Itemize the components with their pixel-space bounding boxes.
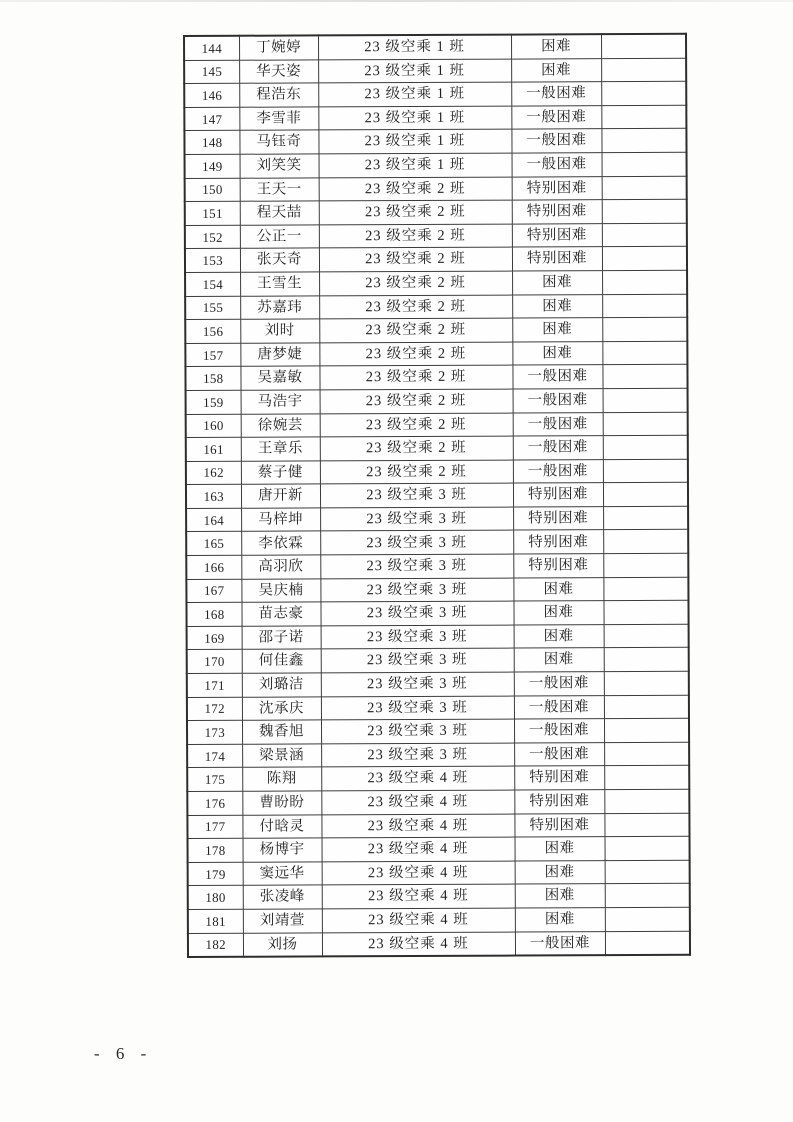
table-row: [186, 530, 688, 556]
cell-class-name: 23 级空乘 1 班: [318, 35, 511, 60]
cell-student-name: 张凌峰: [243, 885, 322, 909]
cell-row-number: 180: [188, 886, 243, 910]
cell-student-name: 曹盼盼: [242, 791, 321, 815]
cell-remarks: [602, 341, 687, 365]
cell-difficulty-level: 困难: [512, 341, 602, 365]
cell-class-name: 23 级空乘 1 班: [318, 59, 511, 83]
table-row: [187, 624, 689, 650]
cell-student-name: 李依霖: [241, 531, 320, 555]
cell-student-name: 高羽欣: [241, 555, 320, 579]
table-row: [187, 695, 689, 721]
cell-remarks: [605, 931, 690, 955]
cell-remarks: [603, 388, 688, 412]
cell-row-number: 178: [188, 838, 243, 862]
cell-row-number: 144: [184, 36, 239, 60]
cell-difficulty-level: 特别困难: [512, 247, 602, 271]
cell-class-name: 23 级空乘 4 班: [321, 766, 514, 790]
cell-class-name: 23 级空乘 4 班: [322, 908, 515, 932]
cell-difficulty-level: 困难: [515, 860, 605, 884]
cell-difficulty-level: 特别困难: [514, 766, 604, 790]
cell-row-number: 148: [184, 131, 239, 155]
cell-row-number: 163: [186, 485, 241, 509]
cell-difficulty-level: 一般困难: [514, 672, 604, 696]
cell-class-name: 23 级空乘 2 班: [319, 224, 512, 248]
cell-difficulty-level: 困难: [515, 837, 605, 861]
cell-row-number: 181: [188, 909, 243, 933]
cell-class-name: 23 级空乘 2 班: [320, 389, 513, 413]
cell-difficulty-level: 一般困难: [513, 459, 603, 483]
cell-remarks: [604, 789, 689, 813]
cell-difficulty-level: 一般困难: [513, 389, 603, 413]
table-row: [188, 931, 690, 957]
cell-student-name: 马浩宇: [241, 390, 320, 414]
cell-difficulty-level: 一般困难: [514, 742, 604, 766]
cell-difficulty-level: 特别困难: [512, 176, 602, 200]
cell-student-name: 张天奇: [240, 248, 319, 272]
cell-student-name: 刘时: [240, 319, 319, 343]
cell-remarks: [605, 884, 690, 908]
cell-student-name: 杨博宇: [243, 838, 322, 862]
cell-remarks: [602, 294, 687, 318]
cell-difficulty-level: 特别困难: [512, 200, 602, 224]
cell-remarks: [602, 270, 687, 294]
cell-remarks: [605, 860, 690, 884]
cell-row-number: 151: [185, 201, 240, 225]
cell-class-name: 23 级空乘 3 班: [321, 625, 514, 649]
cell-remarks: [603, 412, 688, 436]
cell-class-name: 23 级空乘 3 班: [321, 672, 514, 696]
cell-class-name: 23 级空乘 1 班: [319, 153, 512, 177]
cell-difficulty-level: 一般困难: [511, 105, 601, 129]
cell-row-number: 147: [184, 107, 239, 131]
cell-row-number: 171: [187, 673, 242, 697]
cell-difficulty-level: 一般困难: [512, 153, 602, 177]
cell-difficulty-level: 困难: [512, 271, 602, 295]
table-row: [188, 860, 690, 886]
cell-class-name: 23 级空乘 4 班: [322, 884, 515, 908]
cell-row-number: 161: [186, 437, 241, 461]
cell-student-name: 程天喆: [240, 201, 319, 225]
cell-remarks: [601, 34, 686, 58]
cell-remarks: [603, 506, 688, 530]
cell-remarks: [601, 129, 686, 153]
cell-class-name: 23 级空乘 3 班: [320, 531, 513, 555]
table-row: [188, 836, 690, 862]
cell-row-number: 155: [185, 296, 240, 320]
cell-row-number: 164: [186, 508, 241, 532]
cell-student-name: 徐婉芸: [241, 413, 320, 437]
table-row: [186, 412, 688, 438]
cell-class-name: 23 级空乘 2 班: [320, 413, 513, 437]
cell-class-name: 23 级空乘 3 班: [321, 719, 514, 743]
table-row: [185, 152, 687, 178]
table-row: [187, 648, 689, 674]
cell-student-name: 吴庆楠: [241, 579, 320, 603]
table-row: [184, 81, 686, 107]
cell-class-name: 23 级空乘 2 班: [319, 342, 512, 366]
cell-class-name: 23 级空乘 2 班: [319, 365, 512, 389]
table-row: [184, 58, 686, 84]
cell-row-number: 168: [186, 603, 241, 627]
table-row: [188, 907, 690, 933]
cell-class-name: 23 级空乘 4 班: [321, 814, 514, 838]
cell-row-number: 167: [186, 579, 241, 603]
scan-page-edge: [0, 0, 793, 2]
cell-row-number: 162: [186, 461, 241, 485]
cell-remarks: [602, 247, 687, 271]
cell-difficulty-level: 特别困难: [513, 554, 603, 578]
cell-remarks: [601, 81, 686, 105]
cell-difficulty-level: 一般困难: [514, 719, 604, 743]
cell-class-name: 23 级空乘 3 班: [320, 601, 513, 625]
cell-remarks: [604, 648, 689, 672]
cell-difficulty-level: 困难: [513, 577, 603, 601]
cell-remarks: [603, 435, 688, 459]
cell-remarks: [604, 742, 689, 766]
cell-student-name: 马梓坤: [241, 508, 320, 532]
table-row: [185, 247, 687, 273]
cell-row-number: 173: [187, 720, 242, 744]
table-row: [184, 105, 686, 131]
cell-row-number: 157: [185, 343, 240, 367]
cell-class-name: 23 级空乘 2 班: [319, 295, 512, 319]
cell-remarks: [602, 176, 687, 200]
cell-remarks: [602, 199, 687, 223]
cell-student-name: 马钰奇: [239, 130, 318, 154]
cell-difficulty-level: 困难: [513, 601, 603, 625]
cell-row-number: 150: [185, 178, 240, 202]
cell-class-name: 23 级空乘 3 班: [321, 696, 514, 720]
table-row: [186, 388, 688, 414]
cell-class-name: 23 级空乘 4 班: [322, 861, 515, 885]
cell-remarks: [604, 671, 689, 695]
cell-remarks: [604, 766, 689, 790]
table-row: [186, 553, 688, 579]
table-row: [188, 884, 690, 910]
cell-difficulty-level: 一般困难: [513, 436, 603, 460]
cell-remarks: [603, 483, 688, 507]
cell-student-name: 吴嘉敏: [240, 366, 319, 390]
cell-row-number: 175: [187, 768, 242, 792]
roster-body: [184, 34, 690, 957]
table-row: [185, 270, 687, 296]
cell-student-name: 唐梦婕: [240, 343, 319, 367]
cell-student-name: 李雪菲: [239, 107, 318, 131]
cell-remarks: [602, 365, 687, 389]
cell-difficulty-level: 困难: [514, 625, 604, 649]
table-row: [187, 813, 689, 839]
cell-remarks: [603, 553, 688, 577]
cell-difficulty-level: 一般困难: [515, 931, 605, 955]
cell-student-name: 刘笑笑: [240, 154, 319, 178]
cell-remarks: [603, 530, 688, 554]
cell-row-number: 156: [185, 319, 240, 343]
cell-row-number: 154: [185, 272, 240, 296]
cell-row-number: 182: [188, 933, 243, 957]
cell-difficulty-level: 一般困难: [512, 365, 602, 389]
cell-row-number: 160: [186, 414, 241, 438]
cell-row-number: 145: [184, 60, 239, 84]
cell-remarks: [604, 695, 689, 719]
cell-difficulty-level: 困难: [515, 884, 605, 908]
cell-remarks: [603, 577, 688, 601]
table-row: [184, 34, 686, 60]
cell-student-name: 程浩东: [239, 83, 318, 107]
table-row: [187, 671, 689, 697]
table-row: [187, 719, 689, 745]
cell-remarks: [604, 624, 689, 648]
cell-remarks: [603, 459, 688, 483]
cell-difficulty-level: 困难: [512, 294, 602, 318]
student-roster-table: [183, 33, 691, 958]
cell-student-name: 窦远华: [243, 862, 322, 886]
table-row: [185, 365, 687, 391]
cell-class-name: 23 级空乘 3 班: [320, 483, 513, 507]
table-row: [186, 483, 688, 509]
cell-class-name: 23 级空乘 4 班: [321, 790, 514, 814]
cell-class-name: 23 级空乘 2 班: [319, 177, 512, 201]
cell-class-name: 23 级空乘 2 班: [319, 271, 512, 295]
cell-difficulty-level: 特别困难: [512, 223, 602, 247]
table-row: [187, 766, 689, 792]
cell-class-name: 23 级空乘 3 班: [320, 507, 513, 531]
cell-student-name: 邵子诺: [242, 626, 321, 650]
cell-class-name: 23 级空乘 1 班: [318, 106, 511, 130]
cell-student-name: 陈翔: [242, 767, 321, 791]
table-row: [186, 459, 688, 485]
table-row: [185, 317, 687, 343]
cell-row-number: 149: [185, 154, 240, 178]
cell-student-name: 王章乐: [241, 437, 320, 461]
cell-difficulty-level: 一般困难: [513, 412, 603, 436]
cell-class-name: 23 级空乘 2 班: [320, 436, 513, 460]
table-row: [185, 223, 687, 249]
cell-difficulty-level: 困难: [512, 318, 602, 342]
cell-difficulty-level: 困难: [511, 58, 601, 82]
student-roster-table-wrap: [183, 33, 691, 958]
cell-student-name: 刘靖萱: [243, 909, 322, 933]
cell-class-name: 23 级空乘 3 班: [320, 554, 513, 578]
cell-class-name: 23 级空乘 4 班: [322, 837, 515, 861]
cell-difficulty-level: 一般困难: [511, 82, 601, 106]
cell-row-number: 152: [185, 225, 240, 249]
cell-class-name: 23 级空乘 2 班: [319, 200, 512, 224]
cell-class-name: 23 级空乘 4 班: [322, 932, 515, 957]
cell-difficulty-level: 困难: [511, 34, 601, 58]
cell-class-name: 23 级空乘 3 班: [321, 743, 514, 767]
cell-difficulty-level: 特别困难: [513, 530, 603, 554]
table-row: [187, 742, 689, 768]
cell-student-name: 蔡子健: [241, 461, 320, 485]
cell-row-number: 176: [187, 791, 242, 815]
cell-difficulty-level: 特别困难: [514, 790, 604, 814]
cell-student-name: 王雪生: [240, 272, 319, 296]
cell-remarks: [604, 813, 689, 837]
table-row: [185, 176, 687, 202]
cell-difficulty-level: 特别困难: [514, 813, 604, 837]
cell-student-name: 丁婉婷: [239, 35, 318, 59]
cell-row-number: 165: [186, 532, 241, 556]
cell-student-name: 苏嘉玮: [240, 295, 319, 319]
cell-student-name: 刘扬: [243, 932, 322, 956]
cell-student-name: 唐开新: [241, 484, 320, 508]
cell-student-name: 公正一: [240, 225, 319, 249]
cell-class-name: 23 级空乘 2 班: [320, 460, 513, 484]
cell-student-name: 苗志豪: [241, 602, 320, 626]
cell-row-number: 172: [187, 697, 242, 721]
cell-difficulty-level: 一般困难: [514, 695, 604, 719]
cell-student-name: 刘璐洁: [242, 673, 321, 697]
cell-remarks: [605, 836, 690, 860]
table-row: [185, 199, 687, 225]
table-row: [186, 506, 688, 532]
cell-remarks: [602, 317, 687, 341]
cell-difficulty-level: 一般困难: [511, 129, 601, 153]
table-row: [186, 577, 688, 603]
cell-class-name: 23 级空乘 3 班: [321, 649, 514, 673]
cell-difficulty-level: 特别困难: [513, 483, 603, 507]
cell-row-number: 179: [188, 862, 243, 886]
cell-difficulty-level: 困难: [514, 648, 604, 672]
cell-row-number: 170: [187, 650, 242, 674]
cell-remarks: [603, 601, 688, 625]
cell-remarks: [601, 105, 686, 129]
cell-remarks: [602, 223, 687, 247]
cell-student-name: 沈承庆: [242, 697, 321, 721]
cell-row-number: 177: [187, 815, 242, 839]
cell-class-name: 23 级空乘 3 班: [320, 578, 513, 602]
table-row: [184, 129, 686, 155]
cell-row-number: 158: [185, 367, 240, 391]
table-row: [186, 435, 688, 461]
cell-remarks: [604, 719, 689, 743]
cell-remarks: [605, 907, 690, 931]
cell-student-name: 魏香旭: [242, 720, 321, 744]
cell-class-name: 23 级空乘 2 班: [319, 318, 512, 342]
table-row: [185, 341, 687, 367]
cell-student-name: 梁景涵: [242, 744, 321, 768]
cell-class-name: 23 级空乘 2 班: [319, 247, 512, 271]
cell-remarks: [602, 152, 687, 176]
cell-remarks: [601, 58, 686, 82]
cell-row-number: 153: [185, 249, 240, 273]
cell-class-name: 23 级空乘 1 班: [318, 82, 511, 106]
cell-row-number: 174: [187, 744, 242, 768]
cell-student-name: 何佳鑫: [242, 649, 321, 673]
cell-class-name: 23 级空乘 1 班: [318, 129, 511, 153]
cell-row-number: 146: [184, 83, 239, 107]
cell-row-number: 159: [186, 390, 241, 414]
cell-difficulty-level: 困难: [515, 908, 605, 932]
cell-student-name: 王天一: [240, 177, 319, 201]
table-row: [186, 601, 688, 627]
cell-student-name: 付晗灵: [242, 814, 321, 838]
cell-row-number: 166: [186, 555, 241, 579]
cell-row-number: 169: [187, 626, 242, 650]
cell-student-name: 华天姿: [239, 60, 318, 84]
page-number: - 6 -: [94, 1044, 153, 1063]
cell-difficulty-level: 特别困难: [513, 507, 603, 531]
table-row: [187, 789, 689, 815]
table-row: [185, 294, 687, 320]
